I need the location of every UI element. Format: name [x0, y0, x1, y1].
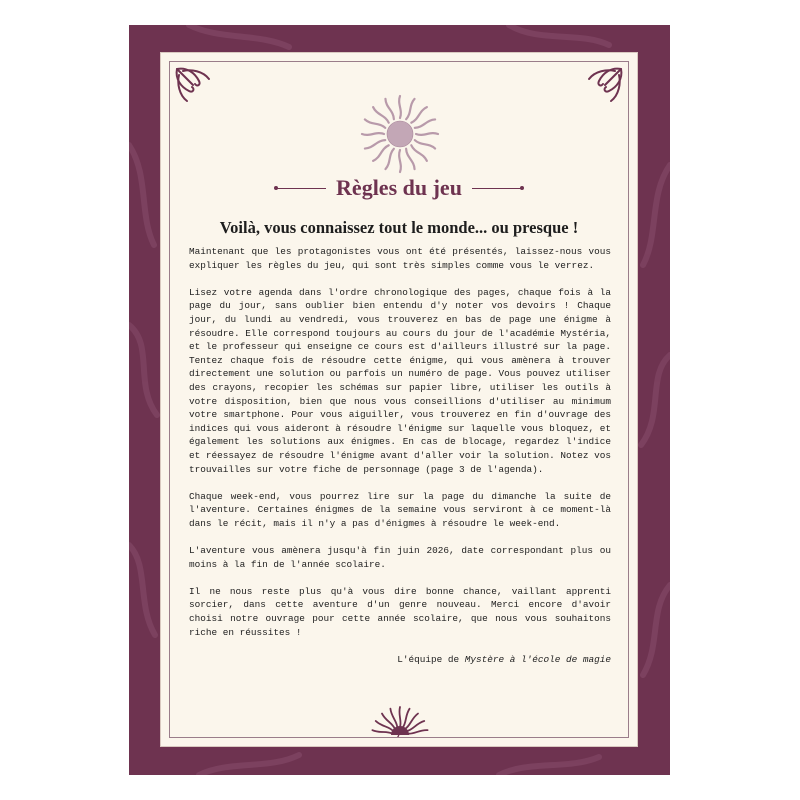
paragraph: Maintenant que les protagonistes vous ont été présentés, laissez-nous vous expliquer les règles du jeu, qui sont très simples comme vous le verrez.: [189, 246, 611, 271]
page-title: Règles du jeu: [336, 175, 462, 200]
corner-flourish-icon: [173, 65, 215, 107]
title-rule-right: [472, 188, 522, 189]
paragraph: Il ne nous reste plus qu'à vous dire bonne chance, vaillant apprenti sorcier, dans cette aventure d'un genre nouveau. Merci encore d'avoir choisi notre ouvrage pour cette année scolaire, que nous vous souhaitons riche en réussites !: [189, 585, 611, 638]
paragraph: Lisez votre agenda dans l'ordre chronologique des pages, chaque fois à la page du jour, sans oublier bien entendu d'y noter vos devoirs ! Chaque jour, du lundi au vendredi, vous trouverez en bas de page une énigme à résoudre. Elle correspond toujours au cours du jour de l'académie Mystéria, et le professeur qui enseigne ce cours est d'ailleurs illustré sur la page. Tentez chaque fois de résoudre cette énigme, qui vous amènera à trouver directement une solution ou parfois un numéro de page. Vous pouvez utiliser des crayons, recopier les schémas sur papier libre, utiliser les outils à votre disposition, bien que nous vous conseillions d'utiliser au minimum votre smartphone. Pour vous aiguiller, vous trouverez en fin d'ouvrage des indices qui vous aideront à résoudre l'énigme sur laquelle vous bloquez, et également les solutions aux énigmes. En cas de blocage, regardez l'indice et réessayez de résoudre l'énigme avant d'aller voir la solution. Notez vos trouvailles sur votre fiche de personnage (page 3 de l'agenda).: [189, 286, 611, 475]
page-subtitle: Voilà, vous connaissez tout le monde... ou presque !: [219, 218, 579, 237]
paper-page: [160, 52, 638, 747]
signature: [189, 653, 611, 667]
signature-prefix: L'équipe de: [397, 653, 465, 665]
signature-book-title: Mystère à l'école de magie: [464, 653, 611, 665]
page-number: 7: [395, 725, 403, 740]
paragraph: Chaque week-end, vous pourrez lire sur la page du dimanche la suite de l'aventure. Certaines énigmes de la semaine vous serviront à ce moment-là dans le récit, mais il n'y a pas d'énigmes à résoudre le week-end.: [189, 490, 611, 529]
title-row: [161, 175, 637, 201]
sun-ornament-icon: [360, 94, 440, 174]
title-rule-left: [276, 188, 326, 189]
paragraph: L'aventure vous amènera jusqu'à fin juin 2026, date correspondant plus ou moins à la fin de l'année scolaire.: [189, 545, 611, 570]
corner-flourish-icon: [583, 65, 625, 107]
rules-text: [189, 245, 611, 680]
